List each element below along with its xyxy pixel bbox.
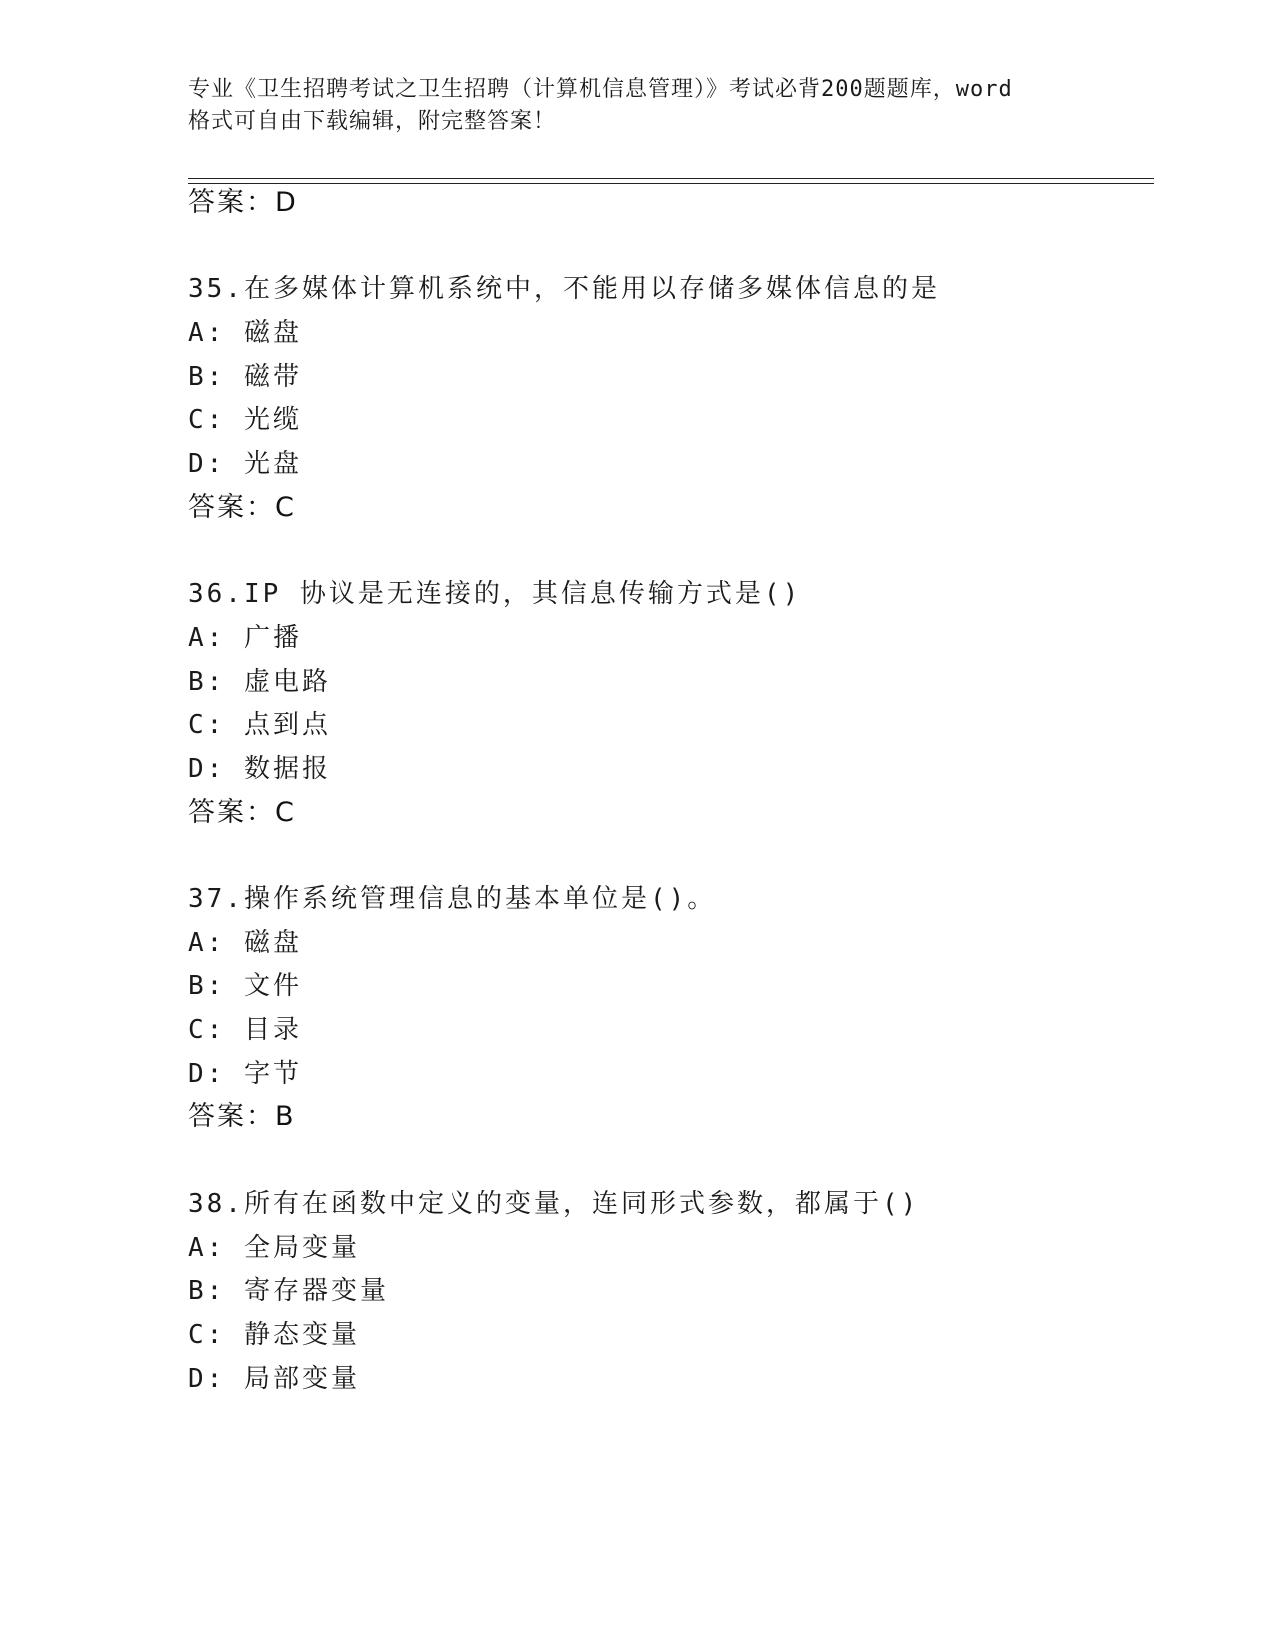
question-option: B: 文件: [188, 971, 302, 1001]
document-header: [188, 74, 1108, 138]
question-option: D: 数据报: [188, 754, 331, 784]
header-line-1: 专业《卫生招聘考试之卫生招聘（计算机信息管理）》考试必背200题题库，word: [188, 77, 1013, 102]
question-option: B: 虚电路: [188, 667, 331, 697]
question-option: A: 磁盘: [188, 318, 302, 348]
previous-answer: 答案：D: [188, 187, 298, 218]
question-option: C: 光缆: [188, 405, 302, 435]
question-option: C: 目录: [188, 1015, 302, 1045]
question-stem: 36.IP 协议是无连接的，其信息传输方式是(): [188, 579, 802, 609]
question-option: D: 光盘: [188, 449, 302, 479]
question-option: A: 广播: [188, 623, 302, 653]
question-option: B: 寄存器变量: [188, 1276, 389, 1306]
question-option: C: 静态变量: [188, 1320, 360, 1350]
question-option: D: 字节: [188, 1059, 302, 1089]
header-line-2: 格式可自由下载编辑，附完整答案！: [188, 109, 557, 134]
question-stem: 38.所有在函数中定义的变量，连同形式参数，都属于(): [188, 1189, 920, 1219]
question-option: D: 局部变量: [188, 1364, 360, 1394]
question-option: B: 磁带: [188, 362, 302, 392]
question-answer: 答案：C: [188, 492, 296, 523]
question-stem: 37.操作系统管理信息的基本单位是()。: [188, 884, 717, 914]
question-stem: 35.在多媒体计算机系统中，不能用以存储多媒体信息的是: [188, 274, 940, 304]
question-answer: 答案：C: [188, 797, 296, 828]
question-answer: 答案：B: [188, 1101, 296, 1132]
header-divider-top: [188, 178, 1154, 179]
question-option: C: 点到点: [188, 710, 331, 740]
header-divider-bottom: [188, 183, 1154, 184]
question-option: A: 全局变量: [188, 1233, 360, 1263]
question-option: A: 磁盘: [188, 928, 302, 958]
